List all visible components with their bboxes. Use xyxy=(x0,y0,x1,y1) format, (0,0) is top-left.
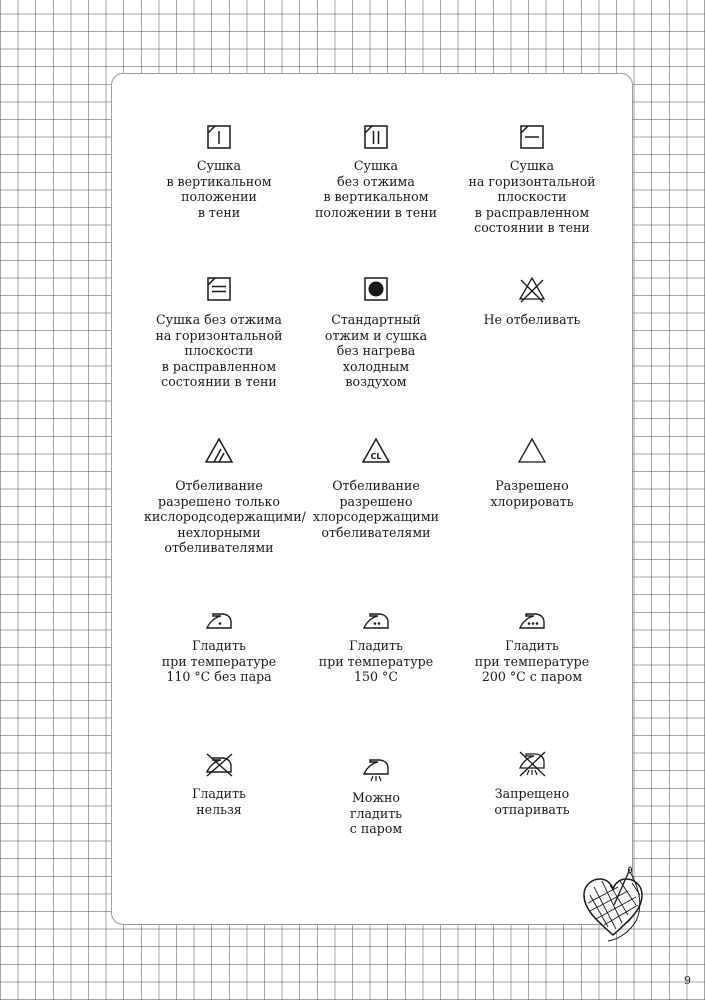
bleach-allowed-icon xyxy=(515,434,549,468)
symbol-label: Сушка без отжима на горизонтальной плоскости в расправленном состоянии в тени xyxy=(155,312,283,390)
symbol-label: Отбеливание разрешено хлорсодержащими отбеливателями xyxy=(312,478,440,540)
symbol-label: Гладить при температуре 110 °С без пара xyxy=(161,638,277,685)
symbol-label: Сушка в вертикальном положении в тени xyxy=(166,158,272,220)
symbol-label: Можно гладить с паром xyxy=(349,790,403,837)
symbol-label: Сушка на горизонтальной плоскости в расправленном состоянии в тени xyxy=(468,158,596,236)
dry-flat-no-spin-shade-icon xyxy=(202,272,236,306)
iron-low-icon xyxy=(202,602,236,636)
no-steam-icon xyxy=(515,746,549,780)
chlorine-bleach-icon xyxy=(359,434,393,468)
iron-medium-icon xyxy=(359,602,393,636)
symbol-label: Гладить нельзя xyxy=(192,786,246,817)
non-chlorine-bleach-icon xyxy=(202,434,236,468)
symbol-label: Отбеливание разрешено только кислородсодержащими/ нехлорными отбеливателями xyxy=(144,478,306,556)
drip-dry-shade-icon xyxy=(202,120,236,154)
do-not-iron-icon xyxy=(202,746,236,780)
iron-high-icon xyxy=(515,602,549,636)
symbols-card xyxy=(111,73,633,925)
symbol-label: Гладить при температуре 150 °С xyxy=(318,638,434,685)
symbol-label: Сушка без отжима в вертикальном положении в тени xyxy=(314,158,438,220)
symbol-label: Стандартный отжим и сушка без нагрева холодным воздухом xyxy=(324,312,428,390)
symbol-label: Не отбеливать xyxy=(483,312,581,327)
symbol-label: Гладить при температуре 200 °С с паром xyxy=(474,638,590,685)
page-number: 9 xyxy=(684,974,691,987)
drip-dry-no-spin-shade-icon xyxy=(359,120,393,154)
symbol-label: Разрешено хлорировать xyxy=(490,478,574,509)
iron-steam-icon xyxy=(359,750,393,784)
svg-text:CL: CL xyxy=(370,452,382,461)
heart-needle-icon xyxy=(578,865,648,945)
tumble-dry-no-heat-icon xyxy=(359,272,393,306)
symbol-label: Запрещено отпаривать xyxy=(494,786,570,817)
do-not-bleach-icon xyxy=(515,272,549,306)
dry-flat-shade-icon xyxy=(515,120,549,154)
